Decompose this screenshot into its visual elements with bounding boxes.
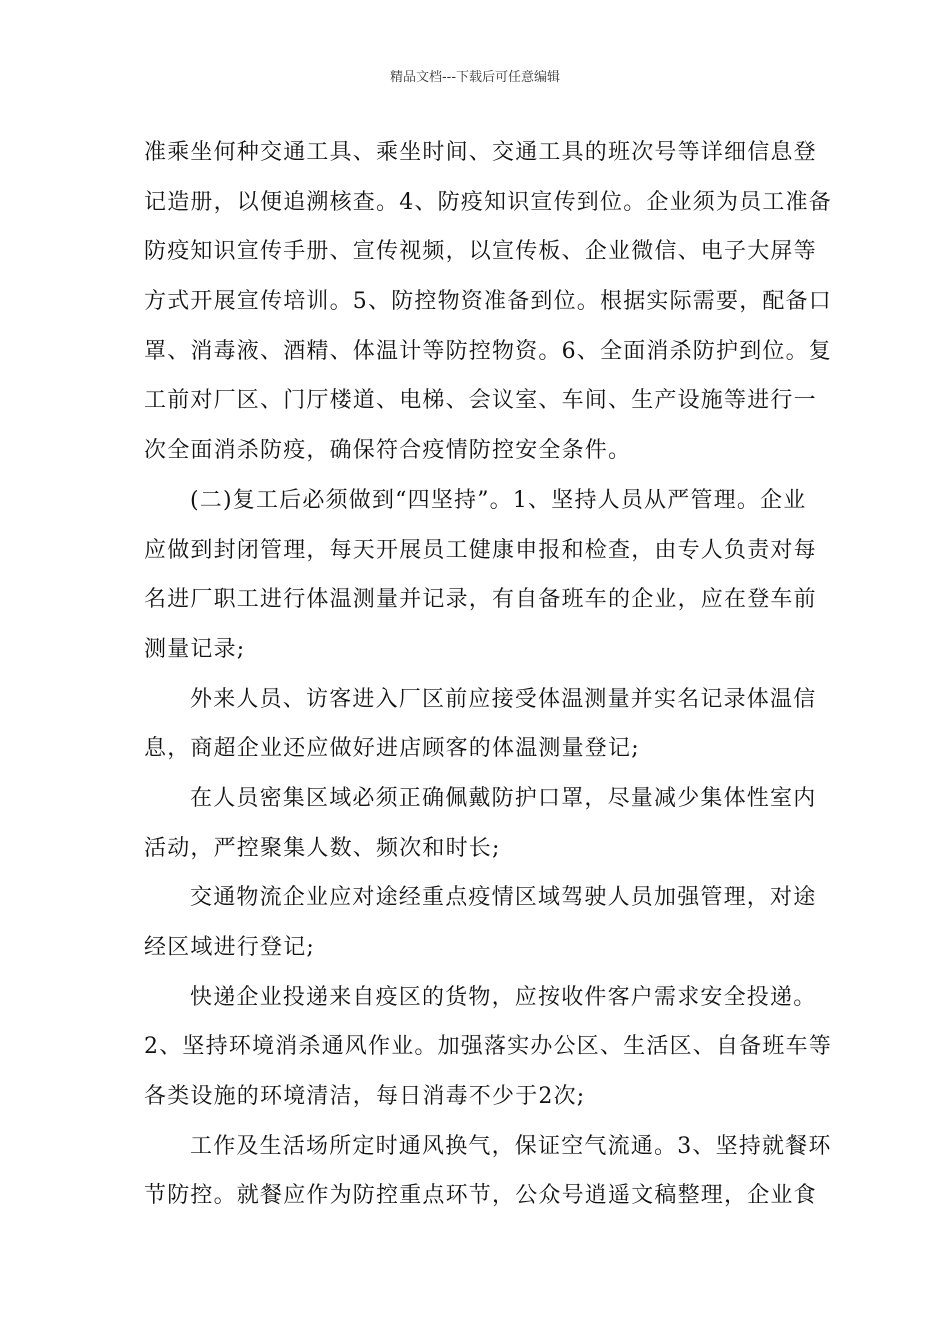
text-line: 外来人员、访客进入厂区前应接受体温测量并实名记录体温信 bbox=[190, 686, 817, 712]
text-line: 交通物流企业应对途经重点疫情区域驾驶人员加强管理，对途 bbox=[190, 885, 817, 911]
page-header: 精品文档---下载后可任意编辑 bbox=[389, 70, 561, 85]
text-line: 各类设施的环境清洁，每日消毒不少于2次; bbox=[144, 1084, 586, 1110]
text-line: 记造册，以便追溯核查。4、防疫知识宣传到位。企业须为员工准备 bbox=[144, 189, 832, 215]
text-line: 工前对厂区、门厅楼道、电梯、会议室、车间、生产设施等进行一 bbox=[144, 388, 817, 414]
text-line: 经区域进行登记; bbox=[144, 935, 316, 960]
text-line: 方式开展宣传培训。5、防控物资准备到位。根据实际需要，配备口 bbox=[144, 289, 832, 315]
text-line: 快递企业投递来自疫区的货物，应按收件客户需求安全投递。 bbox=[190, 984, 817, 1010]
text-line: 2、坚持环境消杀通风作业。加强落实办公区、生活区、自备班车等 bbox=[144, 1034, 832, 1060]
text-line: 测量记录; bbox=[144, 636, 246, 662]
text-line: 息，商超企业还应做好进店顾客的体温测量登记; bbox=[144, 736, 640, 762]
text-line: (二)复工后必须做到“四坚持”。1、坚持人员从严管理。企业 bbox=[190, 487, 807, 513]
text-line: 防疫知识宣传手册、宣传视频，以宣传板、企业微信、电子大屏等 bbox=[144, 239, 817, 265]
text-line: 在人员密集区域必须正确佩戴防护口罩，尽量减少集体性室内 bbox=[190, 785, 817, 811]
text-line: 工作及生活场所定时通风换气，保证空气流通。3、坚持就餐环 bbox=[190, 1133, 832, 1159]
text-line: 罩、消毒液、酒精、体温计等防控物资。6、全面消杀防护到位。复 bbox=[144, 338, 832, 364]
text-line: 活动，严控聚集人数、频次和时长; bbox=[144, 835, 501, 861]
text-line: 次全面消杀防疫，确保符合疫情防控安全条件。 bbox=[144, 438, 632, 464]
text-line: 节防控。就餐应作为防控重点环节，公众号逍遥文稿整理，企业食 bbox=[144, 1183, 817, 1209]
document-body bbox=[144, 128, 832, 1221]
text-line: 名进厂职工进行体温测量并记录，有自备班车的企业，应在登车前 bbox=[144, 587, 817, 613]
text-line: 应做到封闭管理，每天开展员工健康申报和检查，由专人负责对每 bbox=[144, 537, 817, 563]
text-line: 准乘坐何种交通工具、乘坐时间、交通工具的班次号等详细信息登 bbox=[144, 140, 817, 165]
